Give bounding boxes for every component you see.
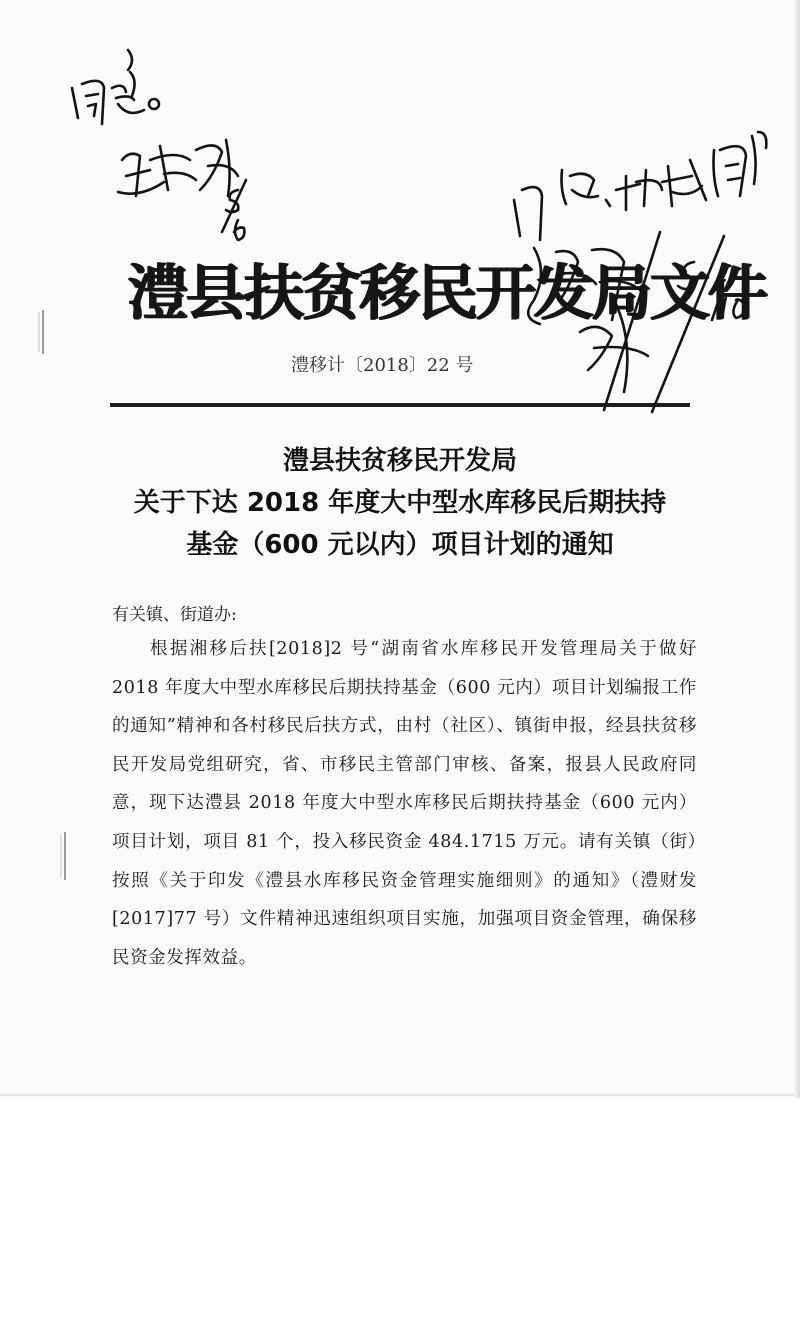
document-masthead: 澧县扶贫移民开发局文件	[128, 259, 766, 329]
document-number: 澧移计〔2018〕22 号	[291, 355, 474, 376]
title-line-1: 澧县扶贫移民开发局	[282, 446, 517, 476]
salutation: 有关镇、街道办:	[112, 605, 237, 625]
header-rule	[110, 403, 690, 407]
page-right-shadow	[794, 0, 800, 1098]
page-bottom-edge	[0, 1094, 800, 1096]
title-line-3: 基金（600 元以内）项目计划的通知	[186, 530, 614, 560]
title-line-2: 关于下达 2018 年度大中型水库移民后期扶持	[133, 488, 667, 518]
binding-mark-bottom	[58, 830, 72, 882]
body-paragraph: 根据湘移后扶[2018]2 号“湖南省水库移民开发管理局关于做好 2018 年度大中型水库移民后期扶持基金（600 元内）项目计划编报工作的通知”精神和各村移民后扶方式，由村（社区）、镇街申报，经县扶贫移民开发局党组研究，省、市移民主管部门审核、备案，报县人民政府同意，现下达澧县 2018 年度大中型水库移民后期扶持基金（600 元内）项目计划，项目 81 个，投入移民资金 484.1715 万元。请有关镇（街）按照《关于印发《澧县水库移民资金管理实施细则》的通知》（澧财发[2017]77 号）文件精神迅速组织项目实施，加强项目资金管理，确保移民资金发挥效益。	[112, 639, 697, 968]
binding-mark-top	[36, 308, 50, 356]
